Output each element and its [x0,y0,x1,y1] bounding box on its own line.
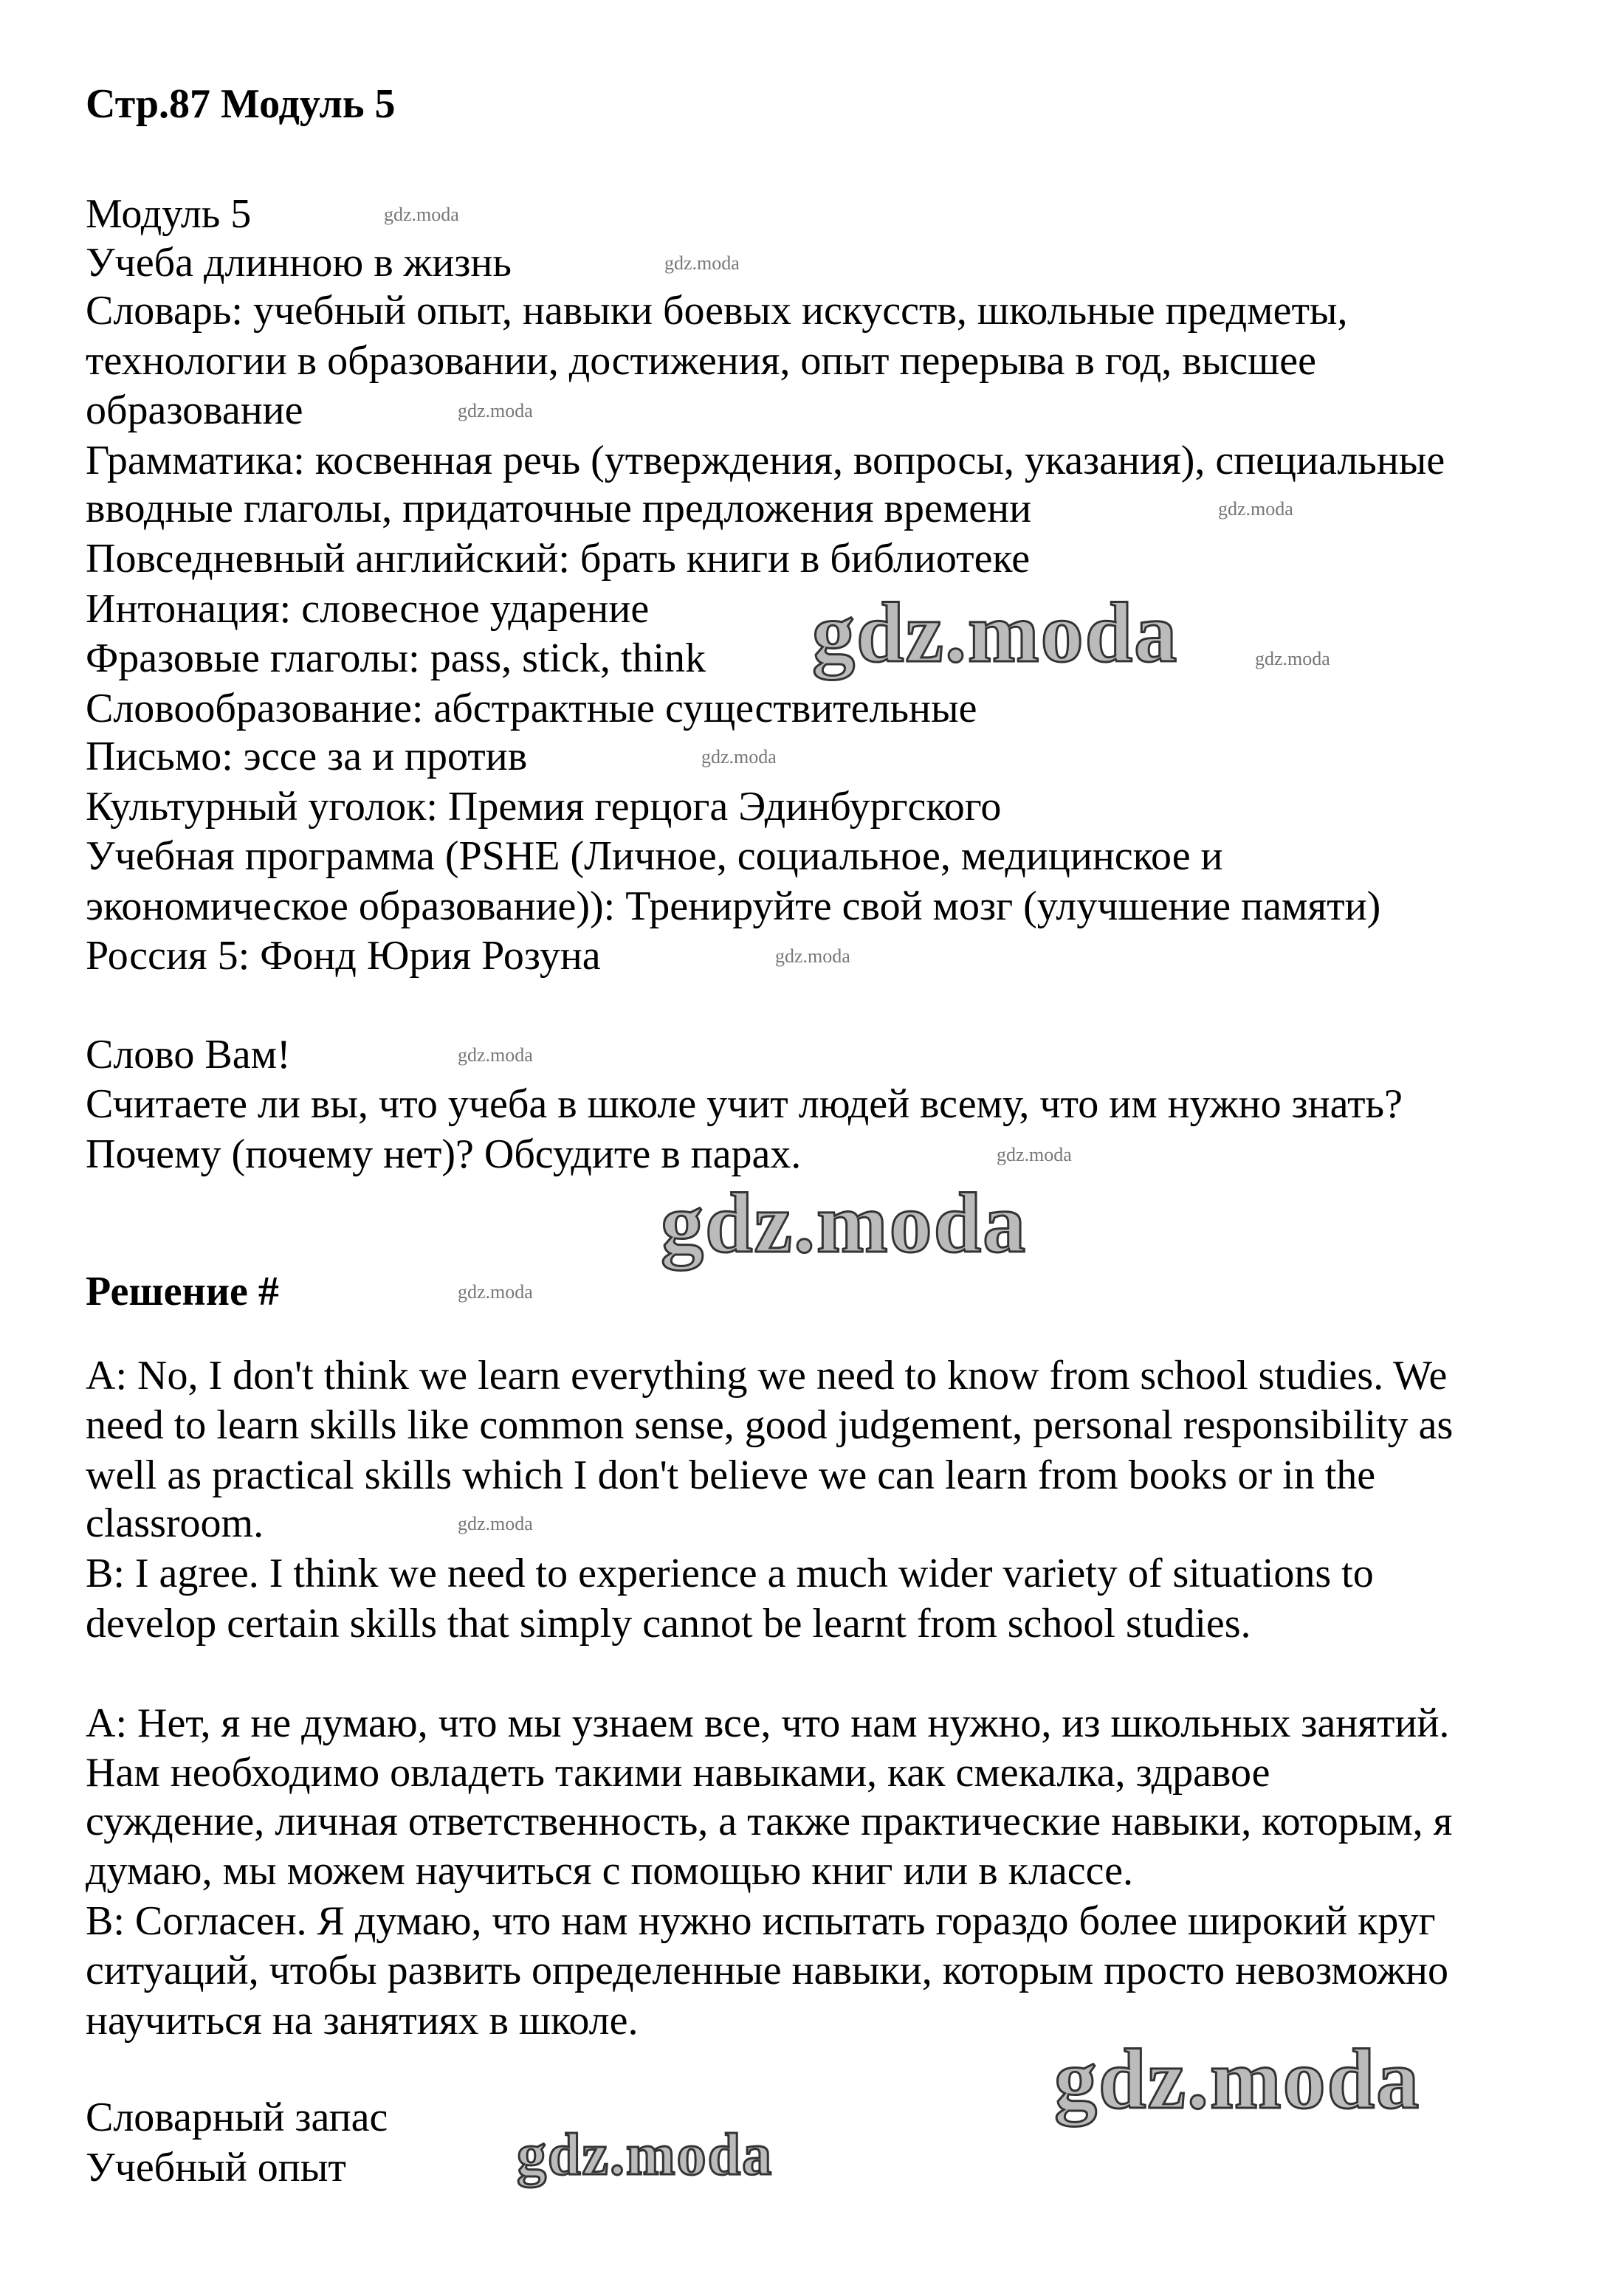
answer-ru-line: суждение, личная ответственность, а также практические навыки, которым, я [86,1799,1453,1844]
footer-line: Учебный опыт [86,2145,346,2190]
intro-line: Россия 5: Фонд Юрия Розуна [86,933,601,979]
intro-line: технологии в образовании, достижения, опыт перерыва в год, высшее [86,338,1316,384]
watermark-large: gdz.moda [517,2123,774,2188]
task-line: Считаете ли вы, что учеба в школе учит людей всему, что им нужно знать? [86,1081,1403,1127]
answer-en-line: need to learn skills like common sense, good judgement, personal responsibility as [86,1402,1454,1448]
intro-line: Повседневный английский: брать книги в библиотеке [86,536,1031,582]
intro-line: Грамматика: косвенная речь (утверждения, вопросы, указания), специальные [86,438,1445,483]
watermark-large: gdz.moda [812,586,1179,680]
solution-heading: Решение # [86,1269,279,1314]
answer-en-line: classroom. [86,1500,264,1546]
watermark: gdz.moda [458,1281,533,1303]
watermark: gdz.moda [458,400,533,421]
module-subtitle: Учеба длинною в жизнь [86,240,512,286]
answer-ru-line: думаю, мы можем научиться с помощью книг или в классе. [86,1848,1133,1894]
intro-line: Интонация: словесное ударение [86,586,650,632]
watermark: gdz.moda [458,1513,533,1534]
watermark: gdz.moda [1218,498,1293,520]
answer-en-line: A: No, I don't think we learn everything we need to know from school studies. We [86,1353,1448,1399]
watermark-large: gdz.moda [1054,2033,1421,2127]
intro-line: Фразовые глаголы: pass, stick, think [86,635,706,681]
intro-line: Письмо: эссе за и против [86,734,528,779]
task-heading: Слово Вам! [86,1032,291,1078]
watermark: gdz.moda [1255,648,1330,669]
intro-line: Учебная программа (PSHE (Личное, социальное, медицинское и [86,833,1223,879]
watermark: gdz.moda [664,252,740,274]
answer-en-line: B: I agree. I think we need to experience a much wider variety of situations to [86,1551,1374,1596]
watermark: gdz.moda [775,945,850,967]
watermark: gdz.moda [997,1144,1072,1165]
watermark-large: gdz.moda [661,1176,1028,1271]
intro-line: вводные глаголы, придаточные предложения времени [86,486,1032,531]
watermark: gdz.moda [701,746,777,768]
intro-line: экономическое образование)): Тренируйте свой мозг (улучшение памяти) [86,883,1381,929]
intro-line: образование [86,387,303,433]
answer-en-line: well as practical skills which I don't believe we can learn from books or in the [86,1452,1376,1498]
answer-ru-line: A: Нет, я не думаю, что мы узнаем все, что нам нужно, из школьных занятий. [86,1700,1450,1746]
watermark: gdz.moda [384,204,459,225]
answer-ru-line: B: Согласен. Я думаю, что нам нужно испытать гораздо более широкий круг [86,1898,1436,1944]
answer-en-line: develop certain skills that simply cannot be learnt from school studies. [86,1601,1251,1647]
intro-line: Словообразование: абстрактные существительные [86,686,977,731]
module-label: Модуль 5 [86,191,252,237]
page-title: Стр.87 Модуль 5 [86,81,396,127]
answer-ru-line: научиться на занятиях в школе. [86,1998,639,2044]
watermark: gdz.moda [458,1044,533,1066]
answer-ru-line: ситуаций, чтобы развить определенные навыки, которым просто невозможно [86,1948,1449,1993]
answer-ru-line: Нам необходимо овладеть такими навыками, как смекалка, здравое [86,1750,1270,1796]
task-line: Почему (почему нет)? Обсудите в парах. [86,1131,802,1177]
footer-line: Словарный запас [86,2095,388,2140]
intro-line: Словарь: учебный опыт, навыки боевых искусств, школьные предметы, [86,288,1348,334]
intro-line: Культурный уголок: Премия герцога Эдинбургского [86,784,1002,830]
